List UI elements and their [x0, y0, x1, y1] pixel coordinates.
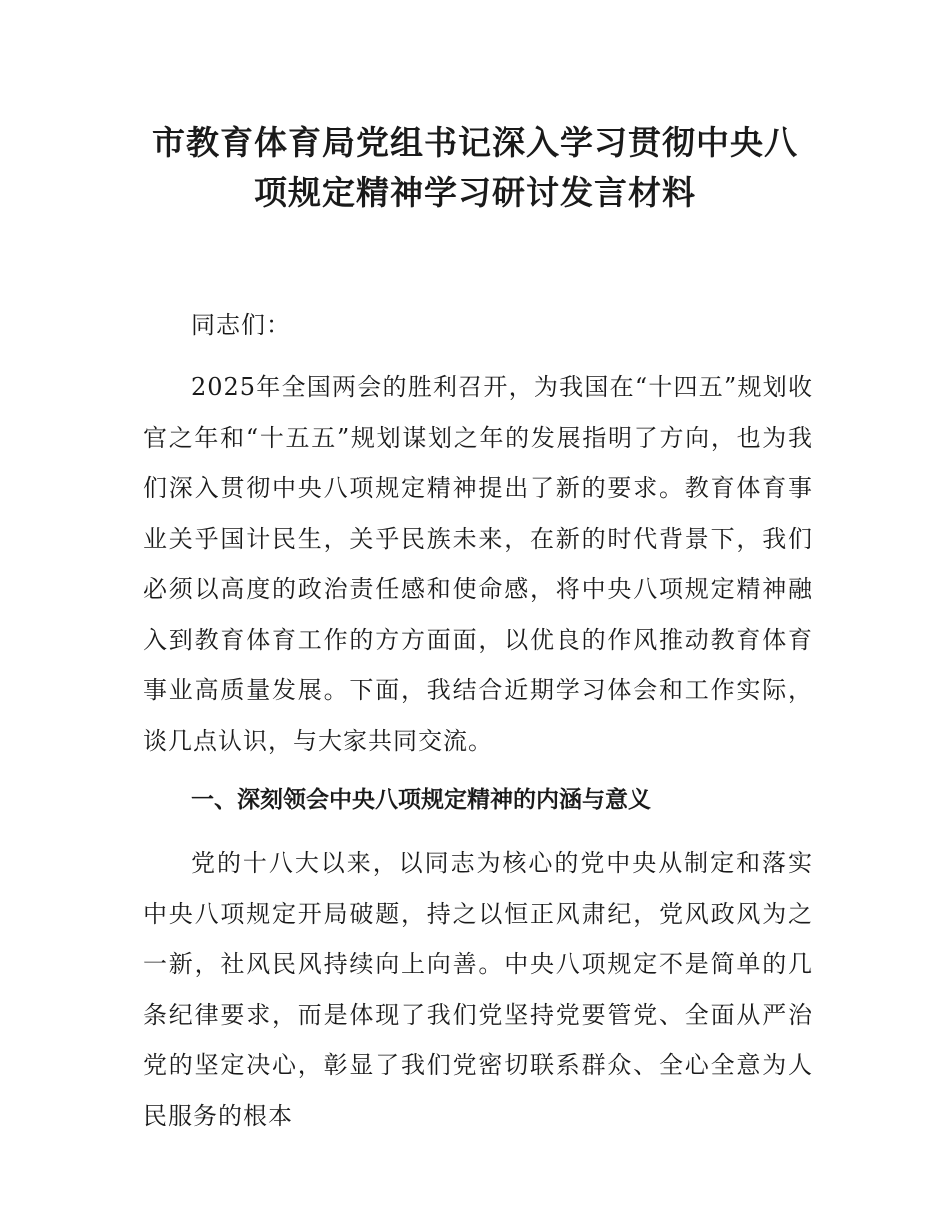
- section-heading-1: 一、深刻领会中央八项规定精神的内涵与意义: [191, 787, 651, 813]
- title-line-1: 市教育体育局党组书记深入学习贯彻中央八: [152, 123, 798, 162]
- title-line-2: 项规定精神学习研讨发言材料: [254, 173, 696, 212]
- paragraph-intro: 2025年全国两会的胜利召开，为我国在“十四五”规划收官之年和“十五五”规划谋划之年的发展指明了方向，也为我们深入贯彻中央八项规定精神提出了新的要求。教育体育事业关乎国计民生，关乎民族未来，在新的时代背景下，我们必须以高度的政治责任感和使命感，将中央八项规定精神融入到教育体育工作的方方面面，以优良的作风推动教育体育事业高质量发展。下面，我结合近期学习体会和工作实际，谈几点认识，与大家共同交流。: [143, 373, 813, 755]
- document-title: [120, 118, 830, 218]
- greeting: 同志们：: [191, 311, 291, 339]
- paragraph-section-1: 党的十八大以来，以同志为核心的党中央从制定和落实中央八项规定开局破题，持之以恒正风肃纪，党风政风为之一新，社风民风持续向上向善。中央八项规定不是简单的几条纪律要求，而是体现了我们党坚持党要管党、全面从严治党的坚定决心，彰显了我们党密切联系群众、全心全意为人民服务的根本: [143, 849, 813, 1130]
